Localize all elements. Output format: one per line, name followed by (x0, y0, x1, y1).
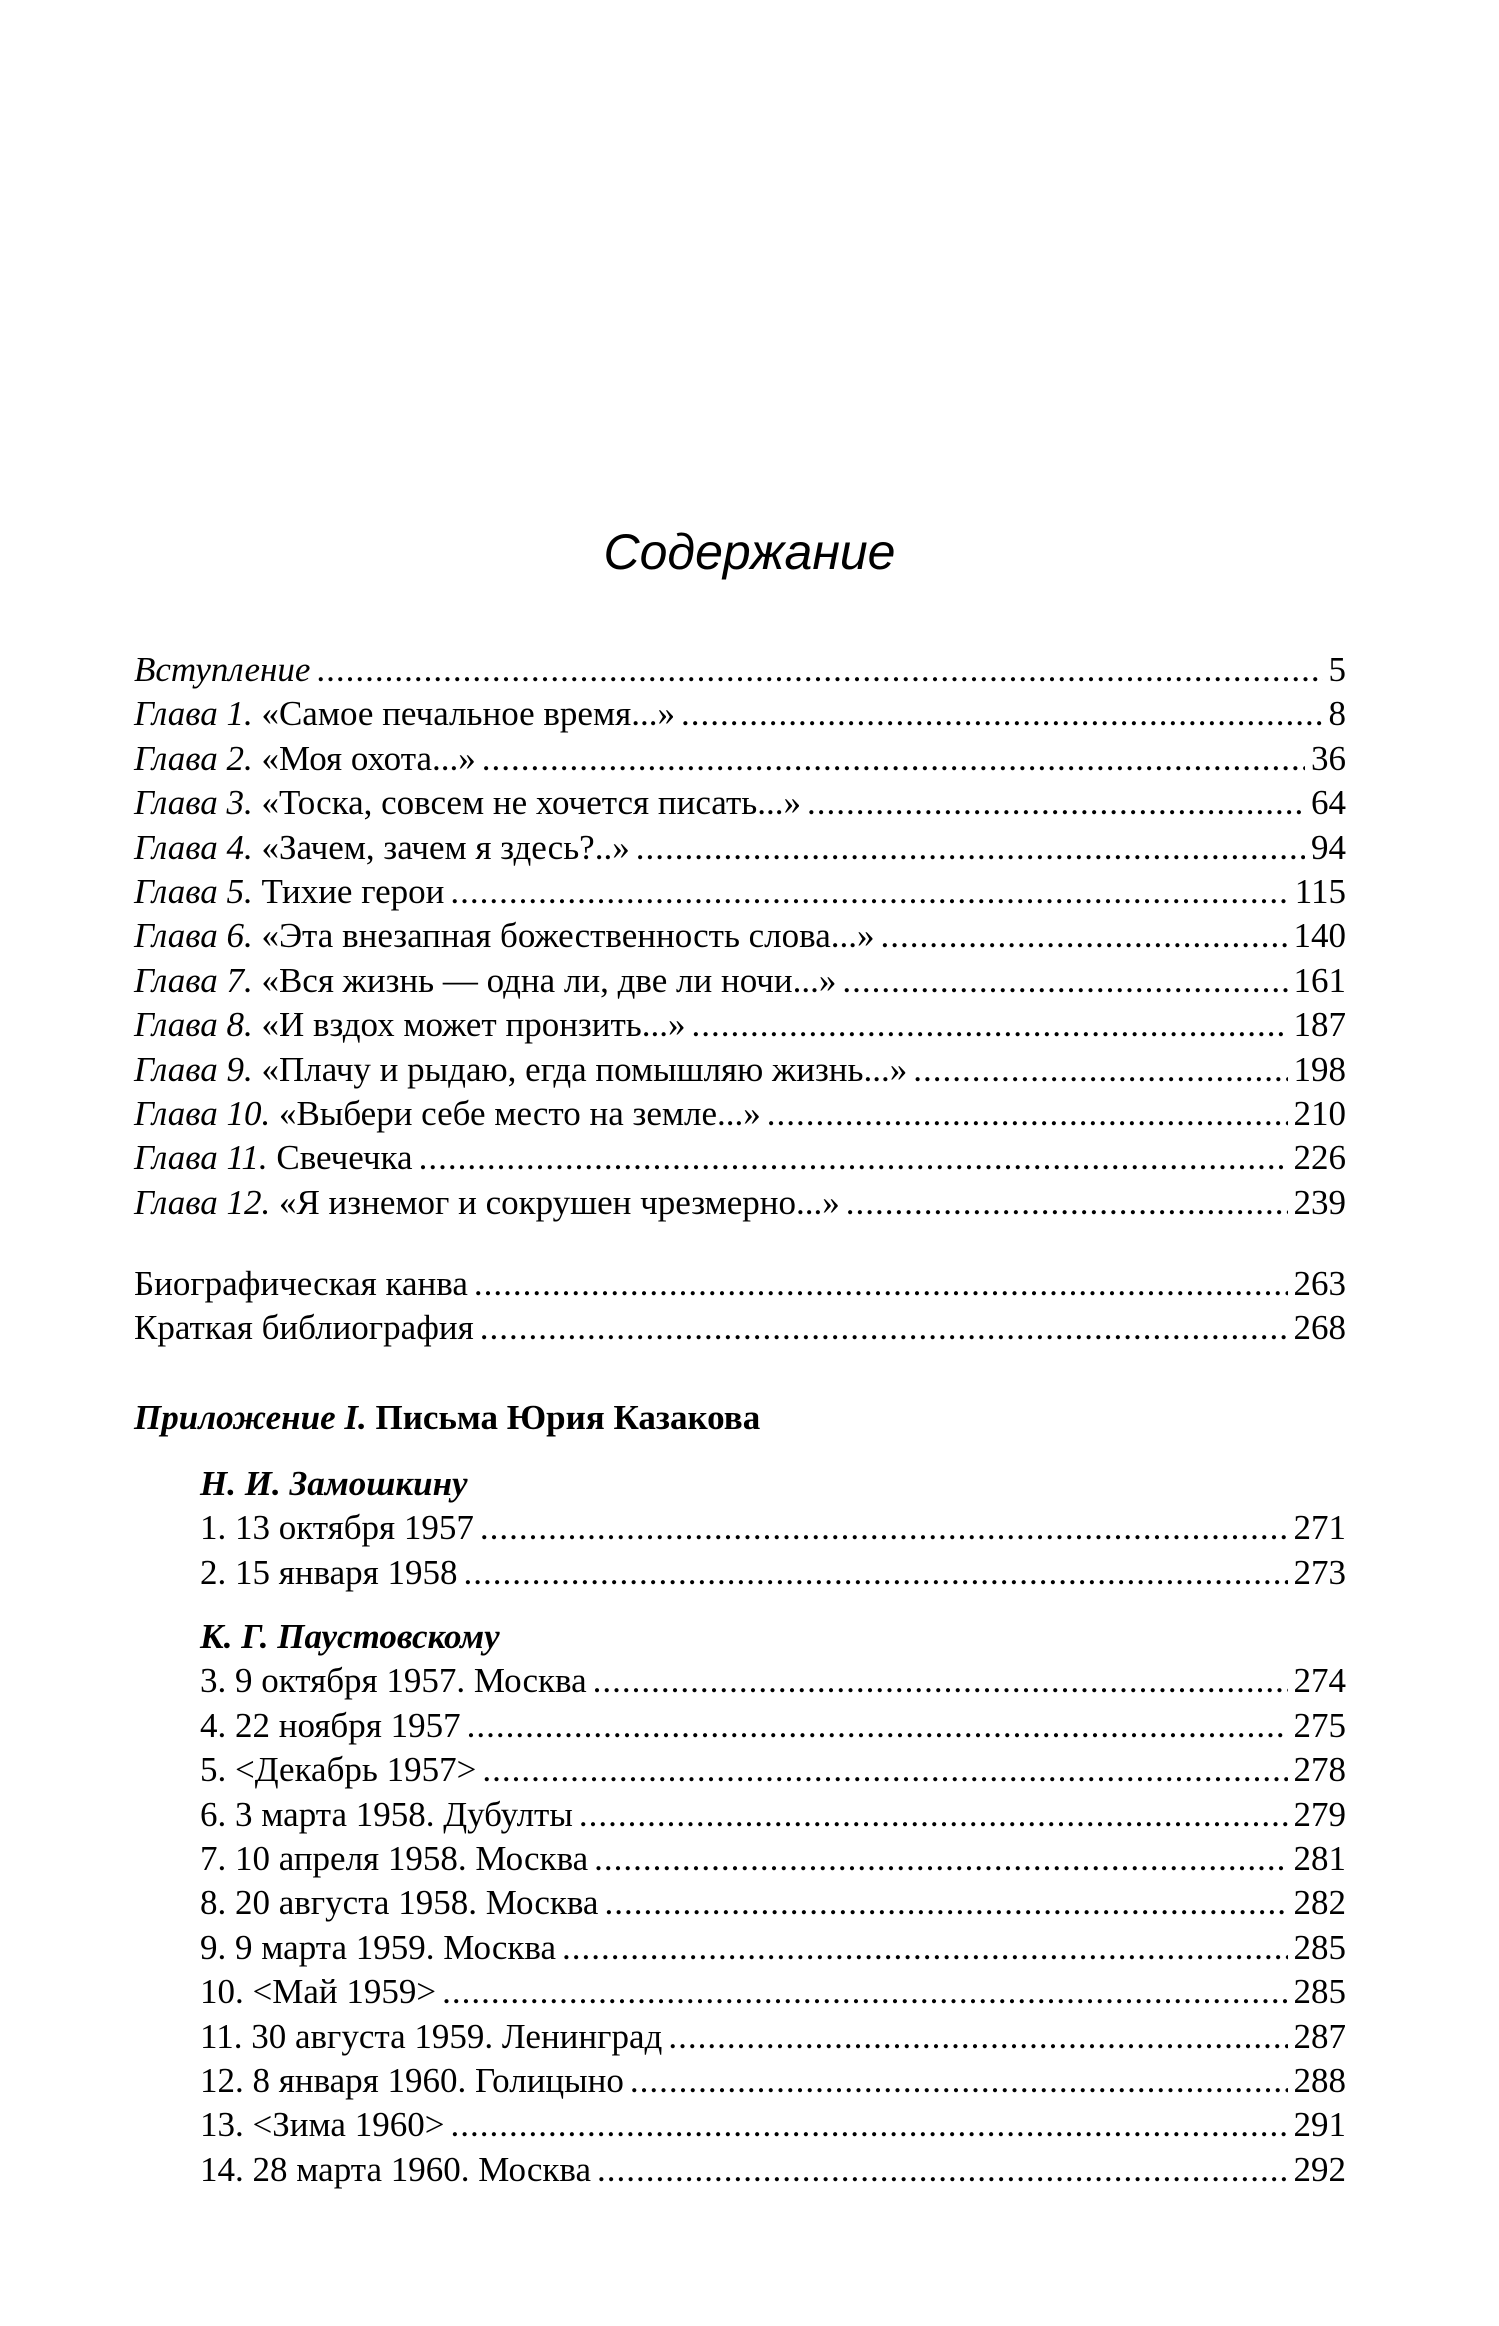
dot-leader (630, 2059, 1288, 2103)
chapter-title: «Моя охота...» (261, 738, 476, 778)
toc-entry (134, 2103, 1346, 2147)
dot-leader (604, 1881, 1287, 1925)
extras-list (134, 1262, 1346, 1351)
appendix-heading (134, 1396, 1346, 1440)
toc-entry (134, 1659, 1346, 1703)
toc-entry (134, 737, 1346, 781)
dot-leader (692, 1003, 1288, 1047)
appendix-title: Письма Юрия Казакова (375, 1398, 761, 1437)
letter-title: 5. <Декабрь 1957> (200, 1750, 477, 1790)
toc-entry (134, 692, 1346, 736)
toc-entry (134, 1003, 1346, 1047)
chapter-title: «Вся жизнь — одна ли, две ли ночи...» (261, 960, 837, 1000)
page-number: 64 (1311, 783, 1346, 823)
dot-leader (482, 737, 1305, 781)
toc-entry (134, 648, 1346, 692)
toc-entry (134, 826, 1346, 870)
chapter-label: Глава 5. (134, 871, 253, 911)
recipient-heading: К. Г. Паустовскому (200, 1617, 500, 1656)
dot-leader (597, 2148, 1288, 2192)
dot-leader (474, 1262, 1288, 1306)
toc-entry (134, 1551, 1346, 1595)
toc-entry (134, 2148, 1346, 2192)
page-number: 5 (1328, 650, 1346, 689)
page-number: 271 (1293, 1508, 1346, 1548)
chapter-title: «Тоска, совсем не хочется писать...» (261, 783, 801, 823)
toc-entry (134, 1092, 1346, 1136)
dot-leader (881, 914, 1288, 958)
page-number: 275 (1293, 1705, 1346, 1745)
entry-title: Краткая библиография (134, 1308, 474, 1348)
chapter-title: «Эта внезапная божественность слова...» (261, 916, 875, 956)
page-number: 285 (1293, 1972, 1346, 2012)
dot-leader (442, 1970, 1287, 2014)
page-number: 291 (1293, 2105, 1346, 2145)
dot-leader (450, 870, 1288, 914)
dot-leader (419, 1136, 1288, 1180)
chapter-label: Глава 12. (134, 1182, 271, 1222)
chapter-title: «Самое печальное время...» (261, 694, 675, 734)
page-number: 292 (1293, 2149, 1346, 2189)
toc-entry (134, 1262, 1346, 1306)
toc-entry (134, 1704, 1346, 1748)
dot-leader (594, 1837, 1287, 1881)
dot-leader (807, 781, 1305, 825)
page-number: 161 (1293, 960, 1346, 1000)
page-number: 36 (1311, 738, 1346, 778)
page-number: 239 (1293, 1182, 1346, 1222)
dot-leader (668, 2015, 1287, 2059)
appendix-label: Приложение I. (134, 1398, 367, 1437)
page-number: 268 (1293, 1308, 1346, 1348)
chapter-title: Тихие герои (261, 871, 445, 911)
toc-entry (134, 781, 1346, 825)
chapter-title: «И вздох может пронзить...» (261, 1005, 686, 1045)
toc-entry (134, 870, 1346, 914)
letter-title: 2. 15 января 1958 (200, 1552, 458, 1592)
page-number: 140 (1293, 916, 1346, 956)
chapter-label: Глава 6. (134, 916, 253, 956)
chapter-label: Глава 2. (134, 738, 253, 778)
chapter-title: «Плачу и рыдаю, егда помышляю жизнь...» (261, 1049, 908, 1089)
chapter-label: Глава 4. (134, 827, 253, 867)
toc-entry (134, 1793, 1346, 1837)
page-number: 8 (1328, 694, 1346, 734)
page-number: 278 (1293, 1750, 1346, 1790)
page-number: 226 (1293, 1138, 1346, 1178)
letter-title: 6. 3 марта 1958. Дубулты (200, 1794, 573, 1834)
dot-leader (842, 959, 1287, 1003)
chapter-title: Свечечка (276, 1138, 413, 1178)
page-title: Содержание (603, 524, 896, 580)
toc-entry (134, 1926, 1346, 1970)
toc-entry (134, 2015, 1346, 2059)
recipient-heading: Н. И. Замошкину (200, 1464, 468, 1503)
page-number: 287 (1293, 2016, 1346, 2056)
dot-leader (562, 1926, 1288, 1970)
page-number: 288 (1293, 2060, 1346, 2100)
dot-leader (467, 1704, 1288, 1748)
dot-leader (767, 1092, 1288, 1136)
page-number: 274 (1293, 1661, 1346, 1701)
letter-title: 14. 28 марта 1960. Москва (200, 2149, 591, 2189)
letter-title: 8. 20 августа 1958. Москва (200, 1883, 599, 1923)
chapter-label: Глава 7. (134, 960, 253, 1000)
toc-entry (134, 1506, 1346, 1550)
toc-entry (134, 1970, 1346, 2014)
dot-leader (579, 1793, 1288, 1837)
letter-title: 3. 9 октября 1957. Москва (200, 1661, 587, 1701)
dot-leader (316, 648, 1322, 692)
page-number: 94 (1311, 827, 1346, 867)
dot-leader (482, 1748, 1287, 1792)
page-number: 285 (1293, 1927, 1346, 1967)
chapter-title: «Я изнемог и сокрушен чрезмерно...» (278, 1182, 840, 1222)
letter-title: 11. 30 августа 1959. Ленинград (200, 2016, 663, 2056)
chapter-label: Глава 8. (134, 1005, 253, 1045)
page-number: 281 (1293, 1838, 1346, 1878)
chapters-list (134, 648, 1346, 1225)
letter-title: 10. <Май 1959> (200, 1972, 437, 2012)
letter-title: 12. 8 января 1960. Голицыно (200, 2060, 624, 2100)
letter-title: 13. <Зима 1960> (200, 2105, 445, 2145)
toc-entry (134, 1048, 1346, 1092)
chapter-title: «Зачем, зачем я здесь?..» (261, 827, 630, 867)
letter-title: 4. 22 ноября 1957 (200, 1705, 461, 1745)
toc-entry (134, 1136, 1346, 1180)
dot-leader (450, 2103, 1287, 2147)
page-number: 187 (1293, 1005, 1346, 1045)
dot-leader (913, 1048, 1287, 1092)
letter-title: 9. 9 марта 1959. Москва (200, 1927, 556, 1967)
chapter-title: «Выбери себе место на земле...» (278, 1093, 761, 1133)
chapter-label: Глава 9. (134, 1049, 253, 1089)
page-number: 210 (1293, 1093, 1346, 1133)
dot-leader (681, 692, 1323, 736)
letter-title: 7. 10 апреля 1958. Москва (200, 1838, 589, 1878)
chapter-label: Глава 10. (134, 1093, 271, 1133)
page-number: 279 (1293, 1794, 1346, 1834)
page-number: 273 (1293, 1552, 1346, 1592)
chapter-label: Вступление (134, 650, 311, 689)
page-number: 263 (1293, 1264, 1346, 1303)
page-number: 198 (1293, 1049, 1346, 1089)
appendix-group (134, 1615, 1346, 2192)
toc-entry (134, 1881, 1346, 1925)
letter-title: 1. 13 октября 1957 (200, 1508, 474, 1548)
toc-entry (134, 959, 1346, 1003)
dot-leader (846, 1181, 1288, 1225)
page-number: 282 (1293, 1883, 1346, 1923)
dot-leader (593, 1659, 1288, 1703)
dot-leader (480, 1306, 1288, 1350)
dot-leader (636, 826, 1305, 870)
chapter-label: Глава 3. (134, 783, 253, 823)
chapter-label: Глава 11. (134, 1138, 268, 1178)
dot-leader (464, 1551, 1288, 1595)
entry-title: Биографическая канва (134, 1264, 468, 1303)
toc-entry (134, 1306, 1346, 1350)
toc-entry (134, 2059, 1346, 2103)
toc-entry (134, 1748, 1346, 1792)
toc-entry (134, 914, 1346, 958)
page-number: 115 (1294, 871, 1346, 911)
dot-leader (480, 1506, 1288, 1550)
toc-entry (134, 1181, 1346, 1225)
chapter-label: Глава 1. (134, 694, 253, 734)
toc-entry (134, 1837, 1346, 1881)
appendix-group (134, 1462, 1346, 1595)
